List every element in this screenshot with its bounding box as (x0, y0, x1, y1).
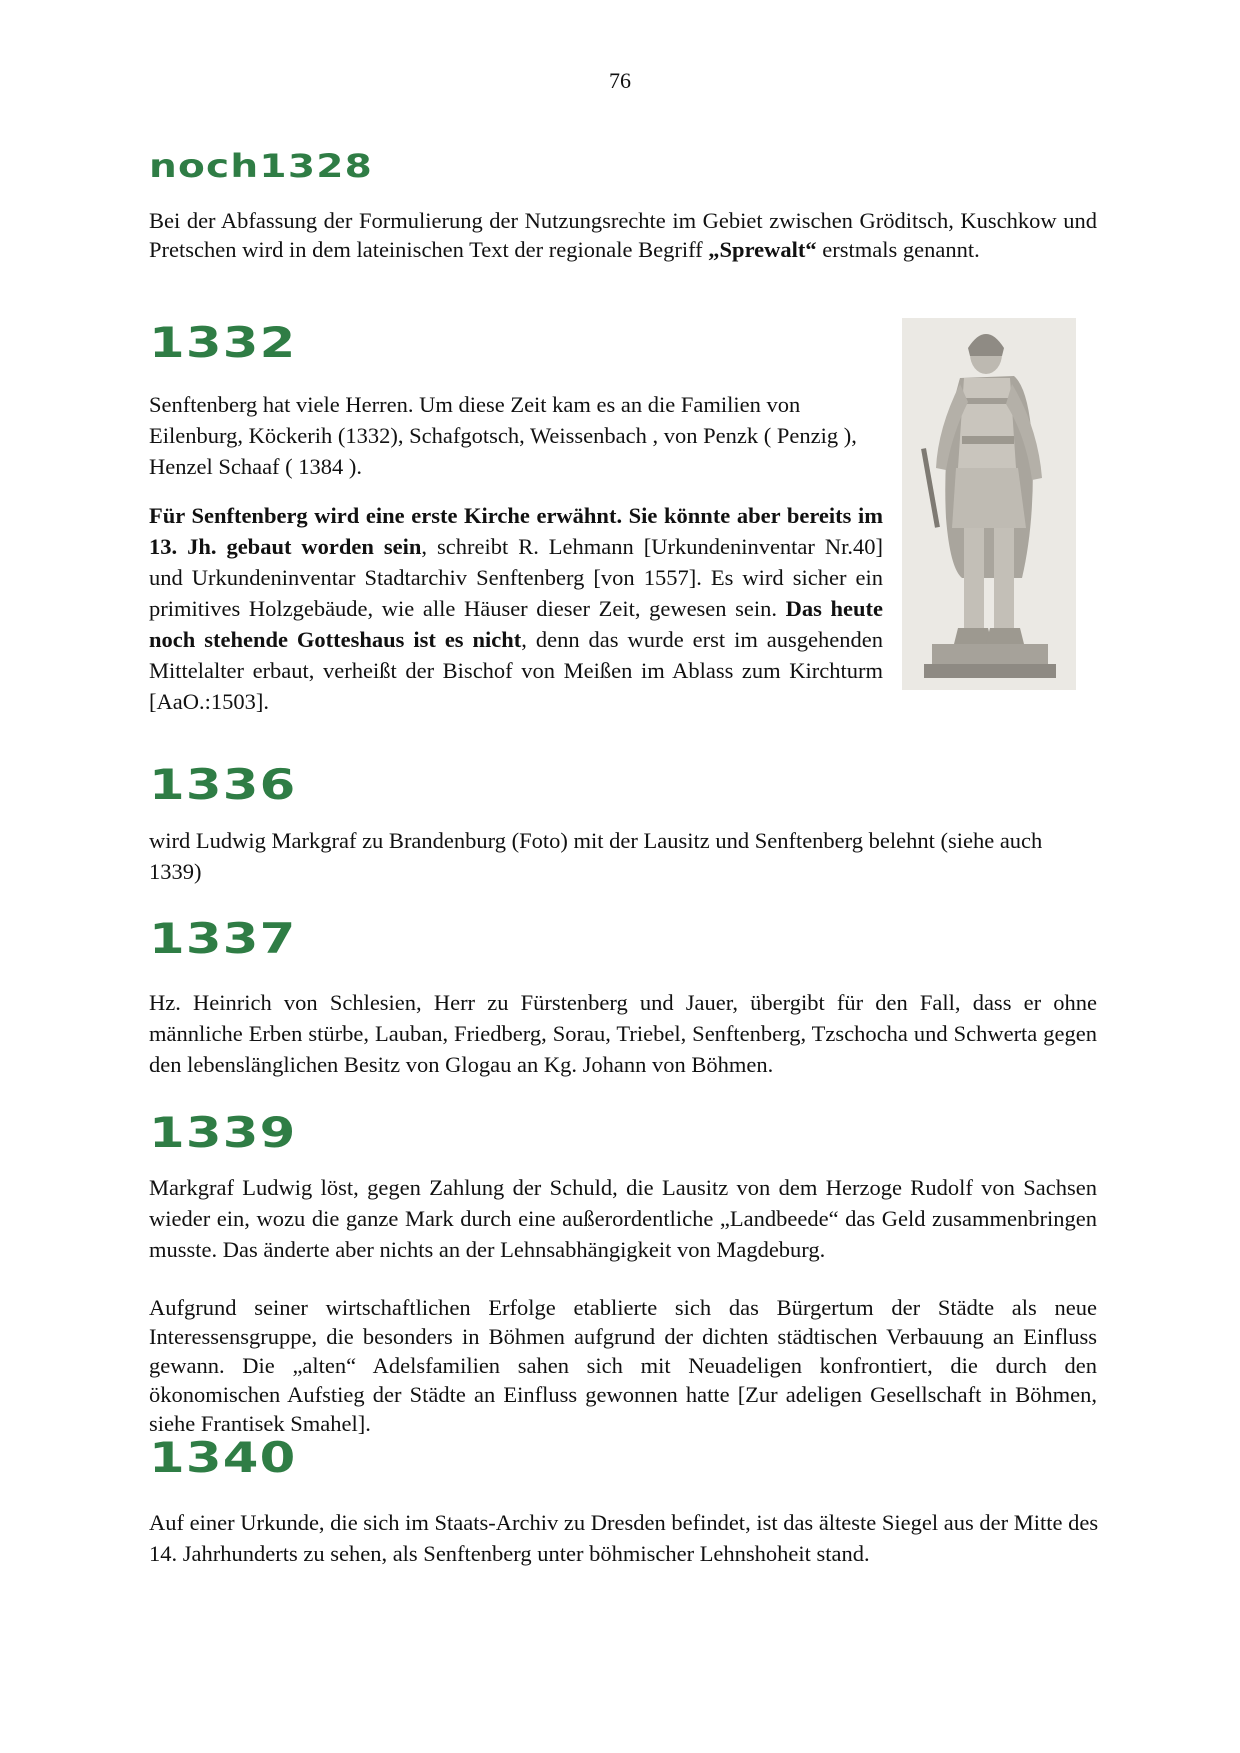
paragraph-1328 (149, 206, 1097, 264)
text-run: wird Ludwig Markgraf zu Brandenburg (Foto) mit der Lausitz und Senftenberg belehnt (siehe auch 1339) (149, 828, 1043, 884)
text-run: Auf einer Urkunde, die sich im Staats-Archiv zu Dresden befindet, ist das älteste Siegel aus der Mitte des 14. Jahrhunderts zu sehen, als Senftenberg unter böhmischer Lehnshoheit stand. (149, 1510, 1099, 1566)
text-run: Hz. Heinrich von Schlesien, Herr zu Fürstenberg und Jauer, übergibt für den Fall, dass er ohne männliche Erben stürbe, Lauban, Friedberg, Sorau, Triebel, Senftenberg, Tzschocha und Schwerta gegen den lebenslänglichen Besitz von Glogau an Kg. Johann von Böhmen. (149, 990, 1097, 1077)
text-run: erstmals genannt. (816, 237, 980, 262)
paragraph-1340 (149, 1507, 1109, 1569)
paragraph-1332-herren (149, 389, 889, 482)
statue-icon (902, 318, 1076, 690)
text-run: Bei der Abfassung der Formulierung der Nutzungsrechte im Gebiet zwischen Gröditsch, Kuschkow und Pretschen wird in dem lateinischen Text der regionale Begriff (149, 208, 1097, 262)
paragraph-1337 (149, 987, 1097, 1080)
text-run: Aufgrund seiner wirtschaftlichen Erfolge etablierte sich das Bürgertum der Städte als neue Interessensgruppe, die besonders in Böhmen aufgrund der dichten städtischen Verbauung an Einfluss gewann. Die „alten“ Adelsfamilien sahen sich mit Neuadeligen konfrontiert, die durch den ökonomischen Aufstieg der Städte an Einfluss gewonnen hatte [Zur adeligen Gesellschaft in Böhmen, siehe Frantisek Smahel]. (149, 1295, 1097, 1436)
paragraph-1339-landbeede (149, 1172, 1097, 1265)
text-run: , denn das wurde erst im ausgehenden Mittelalter erbaut, verheißt der Bischof von Meißen im Ablass zum Kirchturm [AaO.:1503]. (149, 627, 883, 714)
year-heading-1337: 1337 (149, 914, 297, 963)
paragraph-1332-kirche (149, 500, 883, 717)
text-run: Markgraf Ludwig löst, gegen Zahlung der Schuld, die Lausitz von dem Herzoge Rudolf von Sachsen wieder ein, wozu die ganze Mark durch eine außerordentliche „Landbeede“ das Geld zusammenbringen musste. Das änderte aber nichts an der Lehnsabhängigkeit von Magdeburg. (149, 1175, 1097, 1262)
statue-photo (902, 318, 1076, 690)
text-run: Senftenberg hat viele Herren. Um diese Zeit kam es an die Familien von Eilenburg, Köckerih (1332), Schafgotsch, Weissenbach , von Penzk ( Penzig ), Henzel Schaaf ( 1384 ). (149, 392, 857, 479)
bold-text-run: Für Senftenberg wird eine erste Kirche erwähnt. Sie könnte aber bereits im 13. Jh. gebaut worden sein (149, 503, 883, 559)
text-run: , schreibt R. Lehmann [Urkundeninventar Nr.40] und Urkundeninventar Stadtarchiv Senftenberg [von 1557]. Es wird sicher ein primitives Holzgebäude, wie alle Häuser dieser Zeit, gewesen sein. (149, 534, 883, 621)
year-heading-1336: 1336 (149, 760, 297, 809)
paragraph-1339-buergertum (149, 1293, 1097, 1438)
page-number: 76 (609, 68, 631, 93)
bold-text-run: „Sprewalt“ (708, 237, 817, 262)
year-heading-1340: 1340 (149, 1433, 297, 1482)
year-heading-noch1328: noch1328 (149, 147, 373, 185)
year-heading-1332: 1332 (149, 318, 297, 367)
paragraph-1336 (149, 825, 1099, 887)
year-heading-1339: 1339 (149, 1108, 297, 1157)
bold-text-run: Das heute noch stehende Gotteshaus ist es nicht (149, 596, 883, 652)
